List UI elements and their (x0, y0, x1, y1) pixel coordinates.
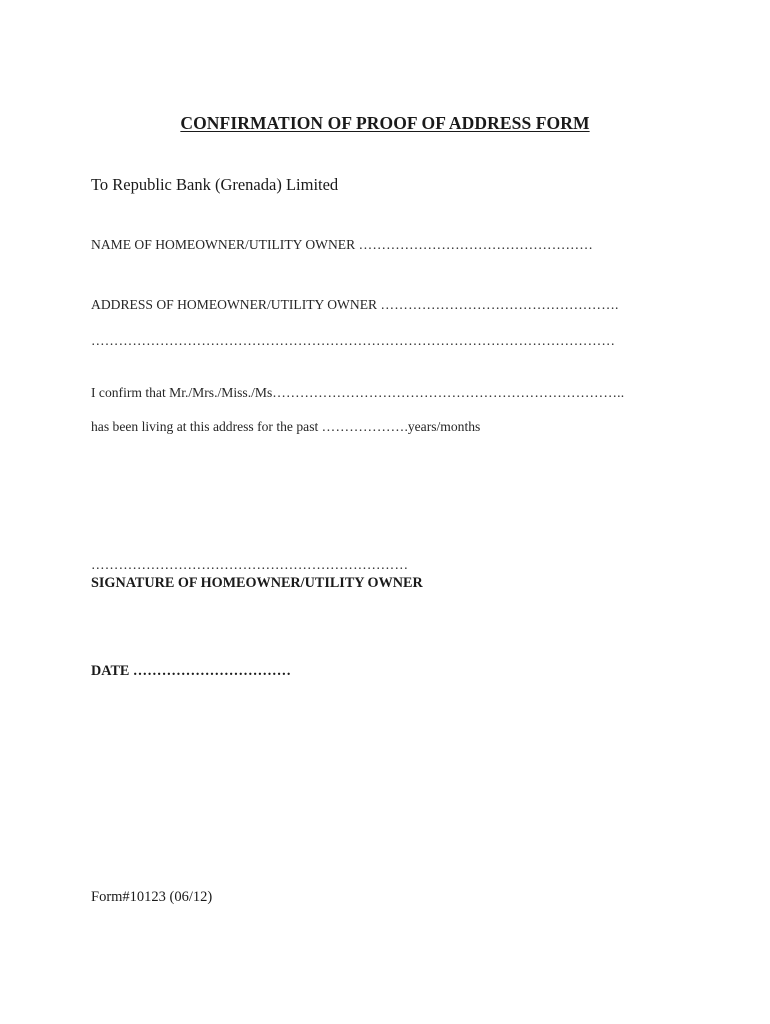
signature-blank[interactable]: …………………………………………………………… (91, 557, 409, 572)
residence-duration-text: has been living at this address for the past (91, 419, 319, 434)
homeowner-address-continuation-blank[interactable]: …………………………………………………………………………………………………… (91, 333, 616, 348)
homeowner-name-row (91, 237, 593, 253)
residence-duration-row (91, 419, 480, 435)
homeowner-name-label: NAME OF HOMEOWNER/UTILITY OWNER (91, 237, 356, 252)
confirm-resident-text: I confirm that Mr./Mrs./Miss./Ms (91, 385, 273, 400)
resident-name-blank[interactable]: ………………………………………………………………….. (272, 385, 625, 400)
residence-duration-blank[interactable]: ……………… (321, 419, 405, 434)
homeowner-address-label: ADDRESS OF HOMEOWNER/UTILITY OWNER (91, 297, 378, 312)
homeowner-address-blank[interactable]: ……………………………………………. (380, 297, 619, 312)
addressee-line: To Republic Bank (Grenada) Limited (91, 175, 339, 194)
date-label: DATE (91, 663, 130, 679)
homeowner-address-continuation-row (91, 333, 615, 349)
date-blank[interactable]: …………………………… (132, 663, 292, 679)
form-title: CONFIRMATION OF PROOF OF ADDRESS FORM (180, 113, 590, 133)
date-row (91, 663, 291, 680)
homeowner-address-row (91, 297, 619, 313)
homeowner-name-blank[interactable]: …………………………………………… (358, 237, 594, 252)
form-number: Form#10123 (06/12) (91, 889, 213, 905)
signature-blank-row (91, 557, 408, 573)
residence-duration-unit: .years/months (404, 419, 481, 434)
confirm-resident-row (91, 385, 624, 401)
signature-label: SIGNATURE OF HOMEOWNER/UTILITY OWNER (91, 575, 423, 591)
